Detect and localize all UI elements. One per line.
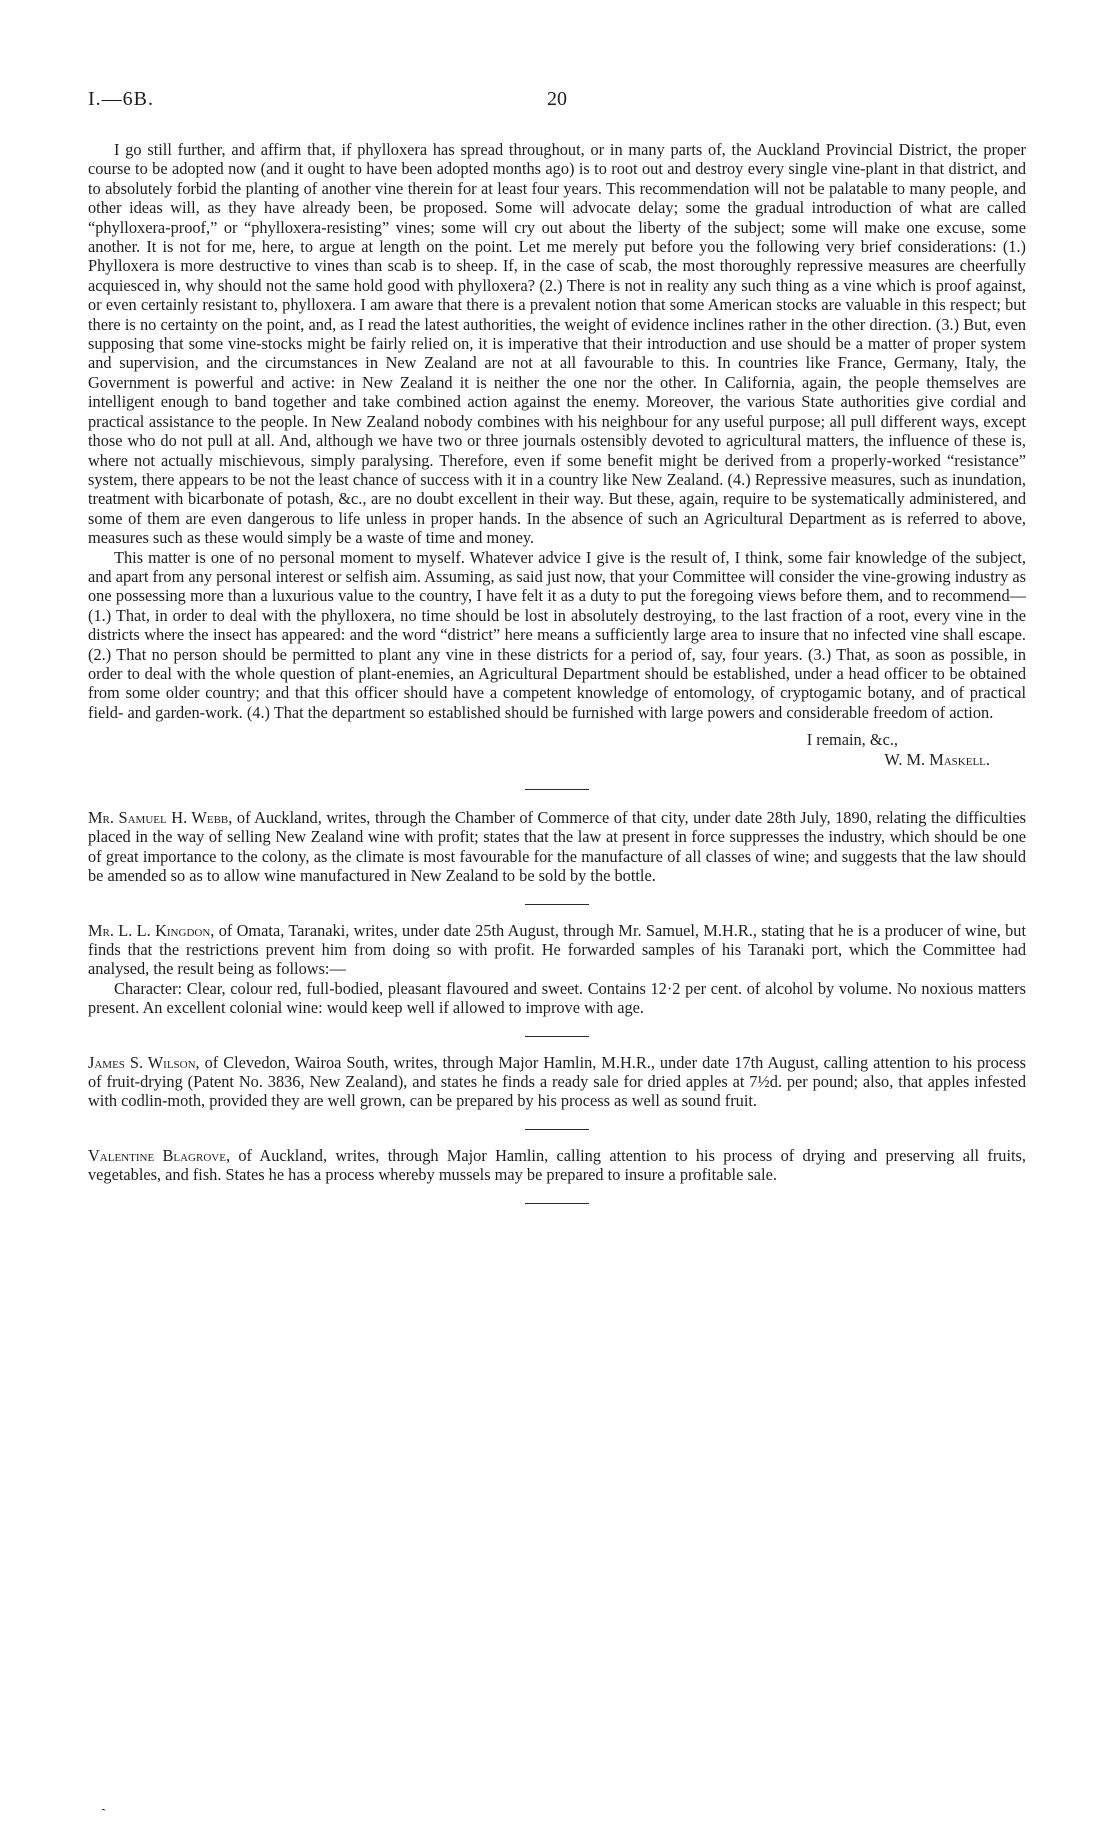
letter-paragraph-1: I go still further, and affirm that, if phylloxera has spread throughout, or in many parts of, the Auckland Provincial District, the proper course to be adopted now (and it ought to have been adopted months ago) is to root out and destroy every single vine-plant in that district, and to absolutely forbid the planting of another vine therein for at least four years. This recommendation will not be palatable to many people, and other ideas will, as they have already been, be proposed. Some will advocate delay; some the gradual introduction of what are called “phylloxera-proof,” or “phylloxera-resisting” vines; some will cry out about the liberty of the subject; some will make one excuse, some another. It is not for me, here, to argue at length on the point. Let me merely put before you the following very brief considerations: (1.) Phylloxera is more destructive to vines than scab is to sheep. If, in the case of scab, the most thoroughly repressive measures are cheerfully acquiesced in, why should not the same hold good with phylloxera? (2.) There is not in reality any such thing as a vine which is proof against, or even certainly resistant to, phylloxera. I am aware that there is a prevalent notion that some American stocks are valuable in this respect; but there is no certainty on the point, and, as I read the latest authorities, the weight of evidence inclines rather in the other direction. (3.) But, even supposing that some vine-stocks might be fairly relied on, it is imperative that their introduction and use should be a matter of proper system and supervision, and the circumstances in New Zealand are not at all favourable to this. In countries like France, Germany, Italy, the Government is powerful and active: in New Zealand it is neither the one nor the other. In California, again, the people themselves are intelligent enough to band together and take combined action against the enemy. Moreover, the various State authorities give cordial and practical assistance to the people. In New Zealand nobody combines with his neighbour for any useful purpose; all pull different ways, except those who do not pull at all. And, although we have two or three journals ostensibly devoted to agricultural matters, the influence of these is, where not actually mischievous, simply paralysing. Therefore, even if some benefit might be derived from a properly-worked “resistance” system, there appears to be not the least chance of success with it in a country like New Zealand. (4.) Repressive measures, such as inundation, treatment with bicarbonate of potash, &c., are no doubt excellent in their way. But these, again, require to be systematically administered, and some of them are even dangerous to life unless in proper hands. In the absence of such an Agricultural Department as is referred to above, measures such as these would simply be a waste of time and money. (88, 140, 1026, 548)
section-divider (525, 1203, 589, 1204)
section-divider (525, 1129, 589, 1130)
entry-name: Mr. Samuel H. Webb, (88, 808, 233, 827)
section-divider (525, 904, 589, 905)
entry-webb (88, 808, 1026, 886)
section-divider (525, 789, 589, 790)
entry-text: of Auckland, writes, through the Chamber of Commerce of that city, under date 28th July, 1890, relating the difficulties placed in the way of selling New Zealand wine with profit; states that the law at present in force suppresses the industry, which should be one of great importance to the colony, as the climate is most favourable for the manufacture of all classes of wine; and suggests that the law should be amended so as to allow wine manufactured in New Zealand to be sold by the bottle. (88, 808, 1026, 886)
letter-paragraph-2: This matter is one of no personal moment to myself. Whatever advice I give is the result of, I think, some fair knowledge of the subject, and apart from any personal interest or selfish aim. Assuming, as said just now, that your Committee will consider the vine-growing industry as one possessing more than a luxurious value to the country, I have felt it as a duty to put the foregoing views before them, and to recommend—(1.) That, in order to deal with the phylloxera, no time should be lost in absolutely destroying, to the last fraction of a root, every vine in the districts where the insect has appeared: and the word “district” here means a sufficiently large area to insure that no infected vine shall escape. (2.) That no person should be permitted to plant any vine in these districts for a period of, say, four years. (3.) That, as soon as possible, in order to deal with the whole question of plant-enemies, an Agricultural Department should be established, under a head officer to be obtained from some older country; and that this officer should have a competent knowledge of entomology, of cryptogamic botany, and of practical field- and garden-work. (4.) That the department so established should be furnished with large powers and considerable freedom of action. (88, 547, 1026, 722)
letter-closing: I remain, &c., (806, 730, 898, 750)
section-divider (525, 1036, 589, 1037)
entry-blagrove (88, 1146, 1026, 1185)
letter-signature: W. M. Maskell. (884, 749, 990, 769)
page-number: 20 (547, 88, 567, 110)
entry-kingdon-analysis: Character: Clear, colour red, full-bodied, pleasant flavoured and sweet. Contains 12·2 per cent. of alcohol by volume. No noxious matters present. An excellent colonial wine: would keep well if allowed to improve with age. (88, 978, 1026, 1018)
entry-name: Valentine Blagrove, (88, 1145, 231, 1165)
entry-text: of Omata, Taranaki, writes, under date 25th August, through Mr. Samuel, M.H.R., stating that he is a producer of wine, but finds that the restrictions prevent him from doing so with profit. He forwarded samples of his Taranaki port, which the Committee had analysed, the result being as follows:— (88, 920, 1026, 979)
entry-text: of Auckland, writes, through Major Hamlin, calling attention to his process of drying and preserving all fruits, vegetables, and fish. States he has a process whereby mussels may be prepared to insure a profitable sale. (88, 1145, 1026, 1185)
page-body (88, 140, 1026, 1220)
entry-wilson (88, 1053, 1026, 1111)
entry-name: Mr. L. L. Kingdon, (88, 920, 215, 940)
entry-name: James S. Wilson, (88, 1052, 200, 1072)
entry-kingdon (88, 921, 1026, 979)
entry-text: of Clevedon, Wairoa South, writes, through Major Hamlin, M.H.R., under date 17th August, calling attention to his process of fruit-drying (Patent No. 3836, New Zealand), and states he finds a ready sale for dried apples at 7½d. per pound; also, that apples infested with codlin-moth, provided they are well grown, can be prepared by his process as well as sound fruit. (88, 1052, 1026, 1111)
document-reference: I.—6B. (88, 88, 154, 110)
stray-mark: ` (99, 1805, 113, 1824)
page-header (88, 88, 1026, 118)
